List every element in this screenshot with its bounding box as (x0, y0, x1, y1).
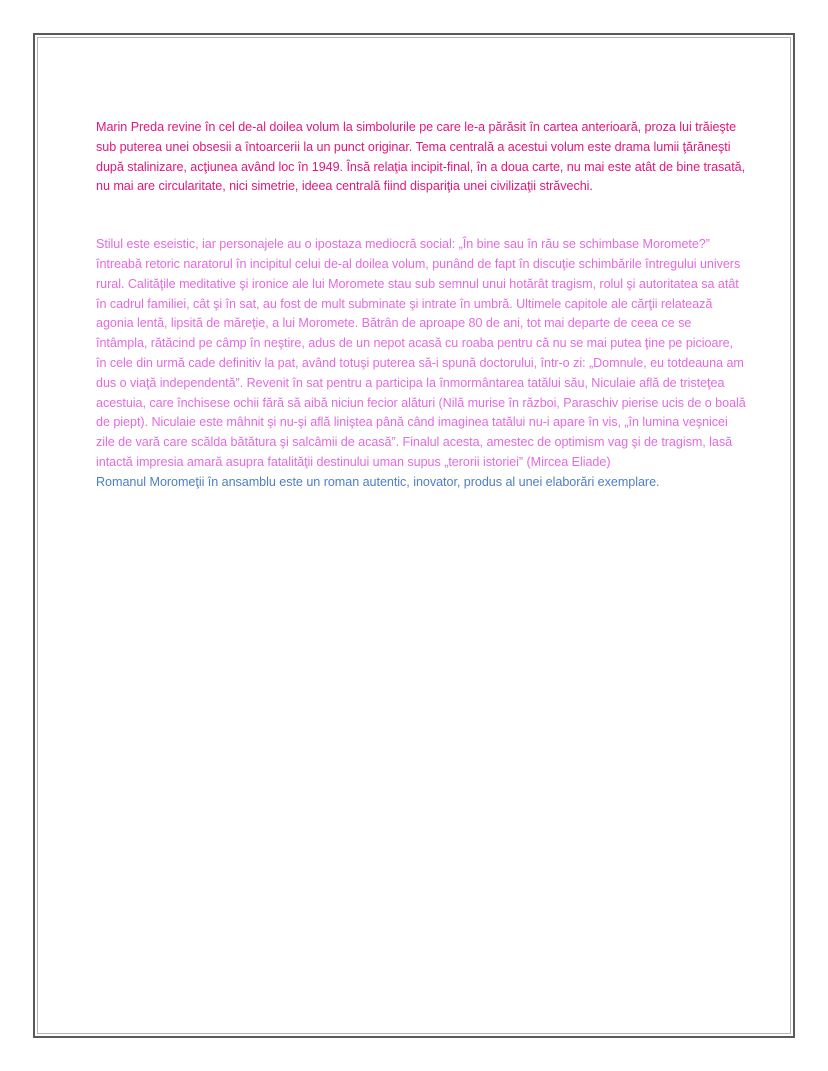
document-body (96, 118, 746, 493)
paragraph-style: Stilul este eseistic, iar personajele au o ipostaza mediocră social: „În bine sau în rău se schimbase Moromete?” întreabă retoric naratorul în incipitul celui de-al doilea volum, punând de fapt în discuţie schimbările întregului univers rural. Calităţile meditative şi ironice ale lui Moromete stau sub semnul unui hotărât tragism, rolul şi autoritatea sa atât în cadrul familiei, cât şi în sat, au fost de mult subminate şi intrate în umbră. Ultimele capitole ale cărţii relatează agonia lentă, lipsită de măreţie, a lui Moromete. Bătrân de aproape 80 de ani, tot mai departe de ceea ce se întâmpla, rătăcind pe câmp în neştire, adus de un nepot acasă cu roaba pentru că nu se mai putea ţine pe picioare, în cele din urmă cade definitiv la pat, având totuşi puterea să-i spună doctorului, într-o zi: „Domnule, eu totdeauna am dus o viaţă independentă”. Revenit în sat pentru a participa la înmormântarea tatălui său, Niculaie află de tristeţea acestuia, care închisese ochii fără să aibă niciun fecior alături (Nilă murise în război, Paraschiv pierise ucis de o boală de piept). Niculaie este mâhnit şi nu-şi află liniştea până când imaginea tatălui nu-i apare în vis, „în lumina veşnicei zile de vară care scălda bătătura şi salcâmii de acasă”. Finalul acesta, amestec de optimism vag şi de tragism, lasă intactă impresia amară asupra fatalităţii destinului uman supus „terorii istoriei” (Mircea Eliade) (96, 237, 746, 469)
paragraph-intro: Marin Preda revine în cel de-al doilea volum la simbolurile pe care le-a părăsit în cartea anterioară, proza lui trăieşte sub puterea unei obsesii a întoarcerii la un punct originar. Tema centrală a acestui volum este drama lumii ţărăneşti după stalinizare, acţiunea având loc în 1949. Însă relaţia incipit-final, în a doua carte, nu mai este atât de bine trasată, nu mai are circularitate, nici simetrie, ideea centrală fiind dispariţia unei civilizaţii străvechi. (96, 120, 746, 194)
paragraph-conclusion: Romanul Moromeţii în ansamblu este un roman autentic, inovator, produs al unei elaborări exemplare. (96, 474, 660, 489)
